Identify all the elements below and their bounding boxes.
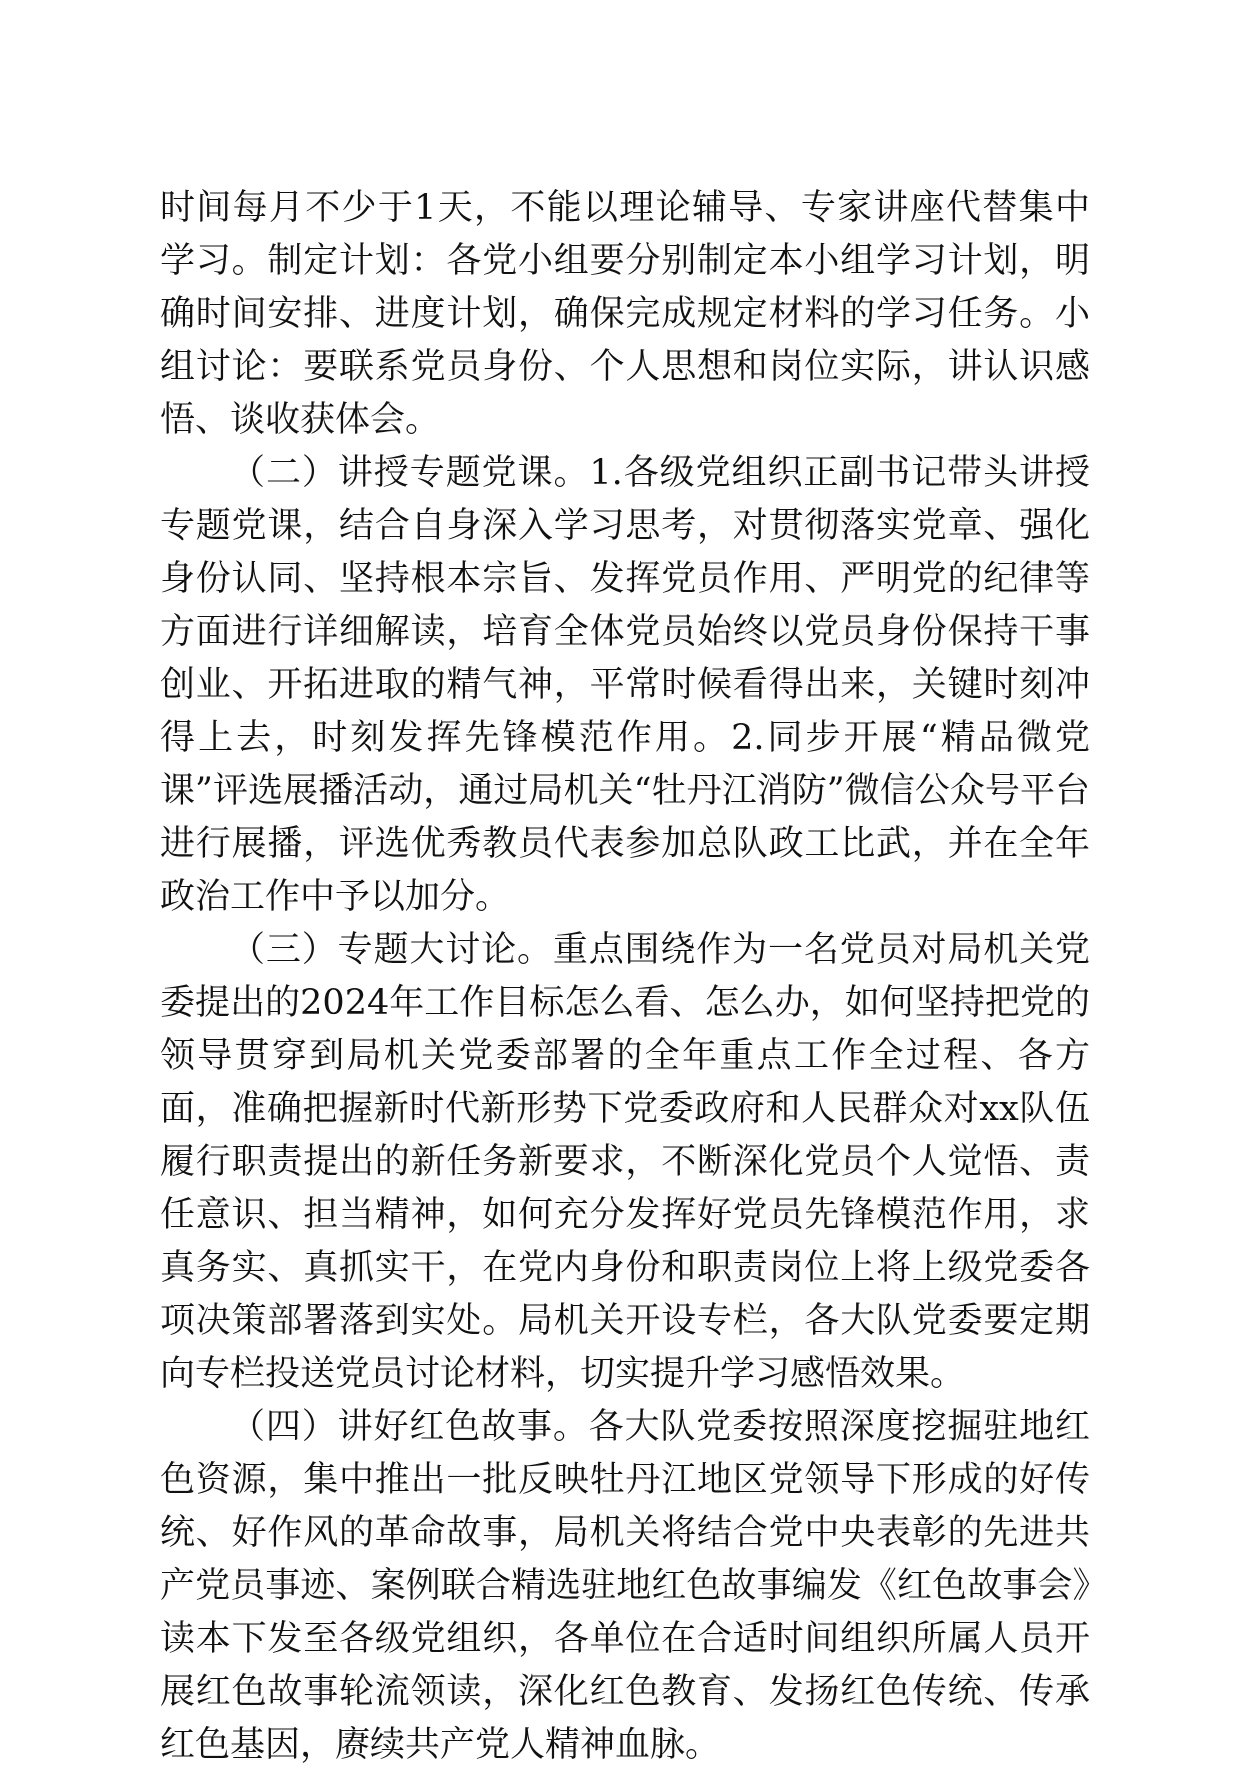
- paragraph-special-discussion: （三）专题大讨论。重点围绕作为一名党员对局机关党委提出的2024年工作目标怎么看、怎么办，如何坚持把党的领导贯穿到局机关党委部署的全年重点工作全过程、各方面，准确把握新时代新形势下党委政府和人民群众对xx队伍履行职责提出的新任务新要求，不断深化党员个人觉悟、责任意识、担当精神，如何充分发挥好党员先锋模范作用，求真务实、真抓实干，在党内身份和职责岗位上将上级党委各项决策部署落到实处。局机关开设专栏，各大队党委要定期向专栏投送党员讨论材料，切实提升学习感悟效果。: [160, 930, 1090, 1394]
- paragraph-red-stories: （四）讲好红色故事。各大队党委按照深度挖掘驻地红色资源，集中推出一批反映牡丹江地区党领导下形成的好传统、好作风的革命故事，局机关将结合党中央表彰的先进共产党员事迹、案例联合精选驻地红色故事编发《红色故事会》读本下发至各级党组织，各单位在合适时间组织所属人员开展红色故事轮流领读，深化红色教育、发扬红色传统、传承红色基因，赓续共产党人精神血脉。: [160, 1407, 1090, 1765]
- paragraph-study-time: 时间每月不少于1天，不能以理论辅导、专家讲座代替集中学习。制定计划：各党小组要分别制定本小组学习计划，明确时间安排、进度计划，确保完成规定材料的学习任务。小组讨论：要联系党员身份、个人思想和岗位实际，讲认识感悟、谈收获体会。: [160, 188, 1090, 440]
- paragraph-party-lecture: （二）讲授专题党课。1.各级党组织正副书记带头讲授专题党课，结合自身深入学习思考，对贯彻落实党章、强化身份认同、坚持根本宗旨、发挥党员作用、严明党的纪律等方面进行详细解读，培育全体党员始终以党员身份保持干事创业、开拓进取的精气神，平常时候看得出来，关键时刻冲得上去，时刻发挥先锋模范作用。2.同步开展“精品微党课”评选展播活动，通过局机关“牡丹江消防”微信公众号平台进行展播，评选优秀教员代表参加总队政工比武，并在全年政治工作中予以加分。: [160, 453, 1090, 917]
- document-body: [160, 182, 1090, 1772]
